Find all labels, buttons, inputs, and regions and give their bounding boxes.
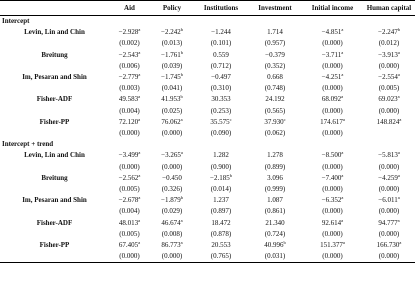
p-value-row <box>0 38 415 49</box>
significance-marker: c <box>229 116 232 122</box>
statistic-cell <box>363 173 415 184</box>
p-value-cell: (0.012) <box>378 39 400 48</box>
p-value-cell: (0.900) <box>210 162 232 171</box>
p-value-cell: (0.861) <box>264 207 286 216</box>
statistic-value: −6.352 <box>321 196 342 205</box>
empty-cell <box>0 128 109 139</box>
table-body <box>0 16 415 263</box>
statistic-cell <box>194 218 248 229</box>
statistic-cell <box>150 27 194 38</box>
statistic-cell <box>109 50 150 61</box>
test-name: Levin, Lin and Chin <box>24 28 85 37</box>
significance-marker: a <box>341 94 344 100</box>
statistic-value: 68.092 <box>321 95 342 104</box>
p-value-cell: (0.000) <box>150 251 194 263</box>
statistic-cell <box>363 240 415 251</box>
statistic-cell <box>194 117 248 128</box>
p-value-cell: (0.310) <box>210 84 232 93</box>
p-value-row <box>0 106 415 117</box>
p-value-cell: (0.253) <box>210 106 232 115</box>
statistic-cell <box>363 94 415 105</box>
significance-marker: a <box>397 172 400 178</box>
p-value-cell: (0.003) <box>119 84 140 93</box>
statistic-value: −0.497 <box>211 73 231 82</box>
p-value-cell: (0.000) <box>161 162 183 171</box>
p-value-cell: (0.008) <box>161 229 183 238</box>
p-value-cell: (0.352) <box>264 61 286 70</box>
statistic-cell <box>109 72 150 83</box>
p-value-cell: (0.000) <box>363 251 415 263</box>
statistic-value: 0.668 <box>267 73 283 82</box>
statistic-value: 166.730 <box>376 241 400 250</box>
column-header <box>0 1 109 16</box>
statistic-value: 174.617 <box>320 117 343 126</box>
statistic-value: −3.265 <box>161 151 181 160</box>
statistic-row <box>0 72 415 83</box>
statistic-value: 151.377 <box>320 241 343 250</box>
p-value-cell: (0.005) <box>119 229 140 238</box>
significance-marker: b <box>283 240 286 246</box>
statistic-row <box>0 150 415 161</box>
p-value-cell: (0.897) <box>210 207 232 216</box>
significance-marker: b <box>180 94 183 100</box>
test-name: Fisher-PP <box>39 117 70 126</box>
p-value-cell: (0.029) <box>161 207 183 216</box>
statistic-row <box>0 94 415 105</box>
statistic-cell <box>150 240 194 251</box>
significance-marker: b <box>229 172 232 178</box>
significance-marker: b <box>180 72 183 78</box>
statistic-cell <box>109 94 150 105</box>
p-value-cell: (0.724) <box>264 229 286 238</box>
significance-marker: a <box>341 195 344 201</box>
statistic-cell <box>150 173 194 184</box>
statistic-cell <box>248 240 302 251</box>
statistic-cell <box>302 94 363 105</box>
statistic-cell <box>363 150 415 161</box>
statistic-row <box>0 173 415 184</box>
p-value-cell: (0.025) <box>161 106 183 115</box>
statistic-cell <box>302 150 363 161</box>
significance-marker: b <box>180 27 183 33</box>
p-value-cell: (0.000) <box>161 129 183 138</box>
p-value-cell: (0.005) <box>378 84 400 93</box>
statistic-cell <box>363 117 415 128</box>
p-value-cell: (0.004) <box>119 106 140 115</box>
statistic-value: −2.562 <box>118 173 139 182</box>
statistic-cell <box>194 50 248 61</box>
p-value-cell: (0.101) <box>210 39 232 48</box>
significance-marker: a <box>180 116 183 122</box>
statistic-cell <box>150 72 194 83</box>
significance-marker: c <box>283 116 286 122</box>
statistic-value: −2.678 <box>118 196 139 205</box>
statistic-cell <box>363 50 415 61</box>
statistic-cell <box>302 72 363 83</box>
statistic-value: 148.824 <box>376 117 400 126</box>
p-value-cell: (0.014) <box>210 185 232 194</box>
significance-marker: a <box>397 195 400 201</box>
p-value-cell: (0.013) <box>161 39 183 48</box>
p-value-cell: (0.000) <box>322 84 343 93</box>
p-value-cell: (0.000) <box>378 229 400 238</box>
statistic-cell <box>363 195 415 206</box>
p-value-row <box>0 229 415 240</box>
statistic-value: 92.614 <box>321 218 342 227</box>
statistic-row <box>0 218 415 229</box>
significance-marker: a <box>341 72 344 78</box>
statistic-value: −2.779 <box>118 73 139 82</box>
statistic-value: −2.928 <box>118 28 139 37</box>
statistic-cell <box>109 150 150 161</box>
column-header: Human capital <box>363 1 415 16</box>
significance-marker: b <box>180 49 183 55</box>
p-value-cell: (0.000) <box>322 61 343 70</box>
statistic-value: 1.087 <box>267 196 283 205</box>
significance-marker: a <box>342 240 345 246</box>
significance-marker: a <box>180 150 183 156</box>
empty-cell <box>0 106 109 117</box>
p-value-cell: (0.748) <box>264 84 286 93</box>
statistic-cell <box>109 27 150 38</box>
p-value-cell: (0.000) <box>378 185 400 194</box>
p-value-cell: (0.004) <box>119 207 140 216</box>
statistic-value: −2.554 <box>378 73 398 82</box>
statistic-cell <box>109 240 150 251</box>
p-value-cell: (0.000) <box>322 229 343 238</box>
statistic-value: 21.340 <box>265 218 285 227</box>
significance-marker: a <box>138 150 141 156</box>
significance-marker: a <box>341 150 344 156</box>
p-value-cell: (0.000) <box>378 207 400 216</box>
significance-marker: a <box>397 150 400 156</box>
significance-marker: a <box>180 217 183 223</box>
significance-marker: a <box>138 27 141 33</box>
header-row <box>0 1 415 16</box>
p-value-cell: (0.000) <box>119 129 140 138</box>
significance-marker: a <box>399 116 402 122</box>
statistic-cell <box>302 173 363 184</box>
statistic-value: −2.242 <box>161 28 181 37</box>
p-value-cell: (0.000) <box>109 251 150 263</box>
statistic-value: −4.251 <box>321 73 342 82</box>
p-value-cell: (0.765) <box>194 251 248 263</box>
statistic-value: 30.353 <box>211 95 231 104</box>
p-value-cell: (0.000) <box>378 162 400 171</box>
empty-cell <box>0 61 109 72</box>
significance-marker: a <box>180 240 183 246</box>
statistic-value: 69.023 <box>378 95 398 104</box>
statistic-cell <box>248 27 302 38</box>
statistic-cell <box>302 218 363 229</box>
p-value-cell: (0.999) <box>264 185 286 194</box>
test-name: Breitung <box>41 50 68 59</box>
section-row <box>0 139 415 150</box>
p-value-cell: (0.000) <box>378 61 400 70</box>
statistic-cell <box>194 27 248 38</box>
significance-marker: a <box>138 240 141 246</box>
p-value-cell: (0.005) <box>119 185 140 194</box>
statistic-cell <box>109 218 150 229</box>
p-value-cell: (0.000) <box>119 162 140 171</box>
statistic-value: −1.244 <box>211 28 231 37</box>
test-name: Im, Pesaran and Shin <box>22 73 87 82</box>
statistic-value: 86.773 <box>161 241 181 250</box>
statistic-value: −7.400 <box>321 173 342 182</box>
p-value-row <box>0 128 415 139</box>
p-value-cell: (0.062) <box>264 129 286 138</box>
statistic-cell <box>150 218 194 229</box>
statistic-value: −2.543 <box>118 50 139 59</box>
significance-marker: a <box>138 94 141 100</box>
empty-cell <box>0 184 109 195</box>
statistic-cell <box>109 117 150 128</box>
test-name: Fisher-ADF <box>36 218 73 227</box>
statistic-cell <box>248 117 302 128</box>
significance-marker: a <box>397 72 400 78</box>
statistic-value: −8.500 <box>321 151 342 160</box>
statistic-cell <box>363 218 415 229</box>
statistic-cell <box>194 240 248 251</box>
statistic-value: 40.996 <box>264 241 284 250</box>
statistic-value: 67.405 <box>118 241 139 250</box>
statistic-cell <box>150 94 194 105</box>
p-value-row <box>0 206 415 217</box>
statistic-cell <box>109 195 150 206</box>
statistic-value: −3.499 <box>118 151 139 160</box>
significance-marker: a <box>341 49 344 55</box>
statistic-value: 41.953 <box>161 95 181 104</box>
significance-marker: a <box>399 240 402 246</box>
statistic-value: 1.237 <box>213 196 229 205</box>
empty-cell <box>0 83 109 94</box>
statistic-cell <box>248 173 302 184</box>
significance-marker: a <box>138 72 141 78</box>
statistic-cell <box>150 195 194 206</box>
statistic-value: 49.583 <box>118 95 139 104</box>
statistic-value: −1.761 <box>161 50 181 59</box>
section-title: Intercept + trend <box>2 140 54 149</box>
statistic-value: 1.282 <box>213 151 229 160</box>
statistic-cell <box>302 117 363 128</box>
statistic-value: 76.062 <box>161 117 181 126</box>
p-value-cell: (0.000) <box>322 106 343 115</box>
test-name: Breitung <box>41 173 68 182</box>
statistic-cell <box>302 195 363 206</box>
section-title: Intercept <box>2 17 30 25</box>
p-value-cell: (0.002) <box>119 39 140 48</box>
significance-marker: a <box>341 27 344 33</box>
statistic-cell <box>194 150 248 161</box>
statistic-cell <box>150 117 194 128</box>
statistic-cell <box>150 150 194 161</box>
statistic-value: 37.930 <box>264 117 284 126</box>
significance-marker: a <box>341 172 344 178</box>
p-value-cell: (0.039) <box>161 61 183 70</box>
column-header: Aid <box>109 1 150 16</box>
statistic-cell <box>302 27 363 38</box>
statistic-value: 72.120 <box>118 117 139 126</box>
p-value-cell: (0.031) <box>248 251 302 263</box>
p-value-cell: (0.000) <box>322 39 343 48</box>
p-value-cell: (0.006) <box>119 61 140 70</box>
statistic-value: 94.777 <box>378 218 398 227</box>
statistic-value: 3.096 <box>267 173 283 182</box>
statistic-value: 46.674 <box>161 218 181 227</box>
test-name: Fisher-PP <box>39 241 70 250</box>
empty-cell <box>0 229 109 240</box>
statistic-value: 0.559 <box>213 50 229 59</box>
statistic-value: 20.553 <box>211 241 231 250</box>
statistic-cell <box>248 72 302 83</box>
statistic-cell <box>248 94 302 105</box>
statistic-row <box>0 117 415 128</box>
p-value-row <box>0 61 415 72</box>
statistic-cell <box>194 173 248 184</box>
statistic-row <box>0 195 415 206</box>
significance-marker: a <box>397 94 400 100</box>
significance-marker: b <box>397 27 400 33</box>
empty-cell <box>0 206 109 217</box>
empty-cell <box>0 162 109 173</box>
statistic-cell <box>363 72 415 83</box>
p-value-cell: (0.712) <box>210 61 232 70</box>
significance-marker: a <box>341 217 344 223</box>
statistic-value: −0.450 <box>162 173 182 182</box>
statistic-value: −1.879 <box>161 196 181 205</box>
statistic-cell <box>302 50 363 61</box>
p-value-row <box>0 83 415 94</box>
statistic-row <box>0 240 415 251</box>
p-value-cell: (0.326) <box>161 185 183 194</box>
statistic-cell <box>109 173 150 184</box>
p-value-row <box>0 162 415 173</box>
significance-marker: b <box>180 195 183 201</box>
test-name: Levin, Lin and Chin <box>24 151 85 160</box>
significance-marker: a <box>342 116 345 122</box>
test-name: Im, Pesaran and Shin <box>22 196 87 205</box>
p-value-cell: (0.000) <box>322 207 343 216</box>
column-header: Initial income <box>302 1 363 16</box>
statistic-value: 18.472 <box>211 218 231 227</box>
column-header: Policy <box>150 1 194 16</box>
significance-marker: a <box>138 217 141 223</box>
statistic-value: −0.379 <box>265 50 285 59</box>
significance-marker: a <box>138 172 141 178</box>
statistic-value: −2.247 <box>378 28 398 37</box>
statistic-value: −3.711 <box>321 50 342 59</box>
statistic-value: 1.714 <box>267 28 283 37</box>
statistic-cell <box>248 218 302 229</box>
p-value-cell: (0.041) <box>161 84 183 93</box>
p-value-cell: (0.000) <box>378 106 400 115</box>
statistic-cell <box>248 50 302 61</box>
statistic-value: −2.185 <box>210 173 230 182</box>
statistic-cell <box>194 195 248 206</box>
p-value-cell: (0.000) <box>322 185 343 194</box>
significance-marker: a <box>138 116 141 122</box>
statistic-cell <box>150 50 194 61</box>
statistic-value: 1.278 <box>267 151 283 160</box>
p-value-cell: (0.878) <box>210 229 232 238</box>
p-value-cell: (0.000) <box>302 251 363 263</box>
statistic-value: 35.575 <box>210 117 230 126</box>
statistic-cell <box>248 195 302 206</box>
statistic-row <box>0 50 415 61</box>
empty-cell <box>0 251 109 263</box>
statistic-value: −3.913 <box>378 50 398 59</box>
statistic-value: −4.259 <box>378 173 398 182</box>
statistic-value: −5.813 <box>378 151 398 160</box>
p-value-cell <box>363 128 415 139</box>
column-header: Investment <box>248 1 302 16</box>
statistic-value: 48.013 <box>118 218 139 227</box>
statistic-value: 24.192 <box>265 95 285 104</box>
p-value-cell: (0.000) <box>322 162 343 171</box>
significance-marker: a <box>397 217 400 223</box>
p-value-cell: (0.000) <box>322 129 343 138</box>
significance-marker: a <box>138 195 141 201</box>
statistic-cell <box>363 27 415 38</box>
statistic-value: −6.011 <box>378 196 398 205</box>
statistic-value: −4.851 <box>321 28 342 37</box>
section-row <box>0 16 415 28</box>
p-value-row <box>0 184 415 195</box>
significance-marker: a <box>397 49 400 55</box>
column-header: Institutions <box>194 1 248 16</box>
statistic-cell <box>302 240 363 251</box>
significance-marker: a <box>138 49 141 55</box>
statistic-row <box>0 27 415 38</box>
p-value-cell: (0.090) <box>210 129 232 138</box>
p-value-cell: (0.565) <box>264 106 286 115</box>
test-name: Fisher-ADF <box>36 95 73 104</box>
statistic-cell <box>248 150 302 161</box>
empty-cell <box>0 38 109 49</box>
statistic-cell <box>194 94 248 105</box>
p-value-row <box>0 251 415 263</box>
p-value-cell: (0.899) <box>264 162 286 171</box>
p-value-cell: (0.957) <box>264 39 286 48</box>
statistic-cell <box>194 72 248 83</box>
statistic-value: −1.745 <box>161 73 181 82</box>
